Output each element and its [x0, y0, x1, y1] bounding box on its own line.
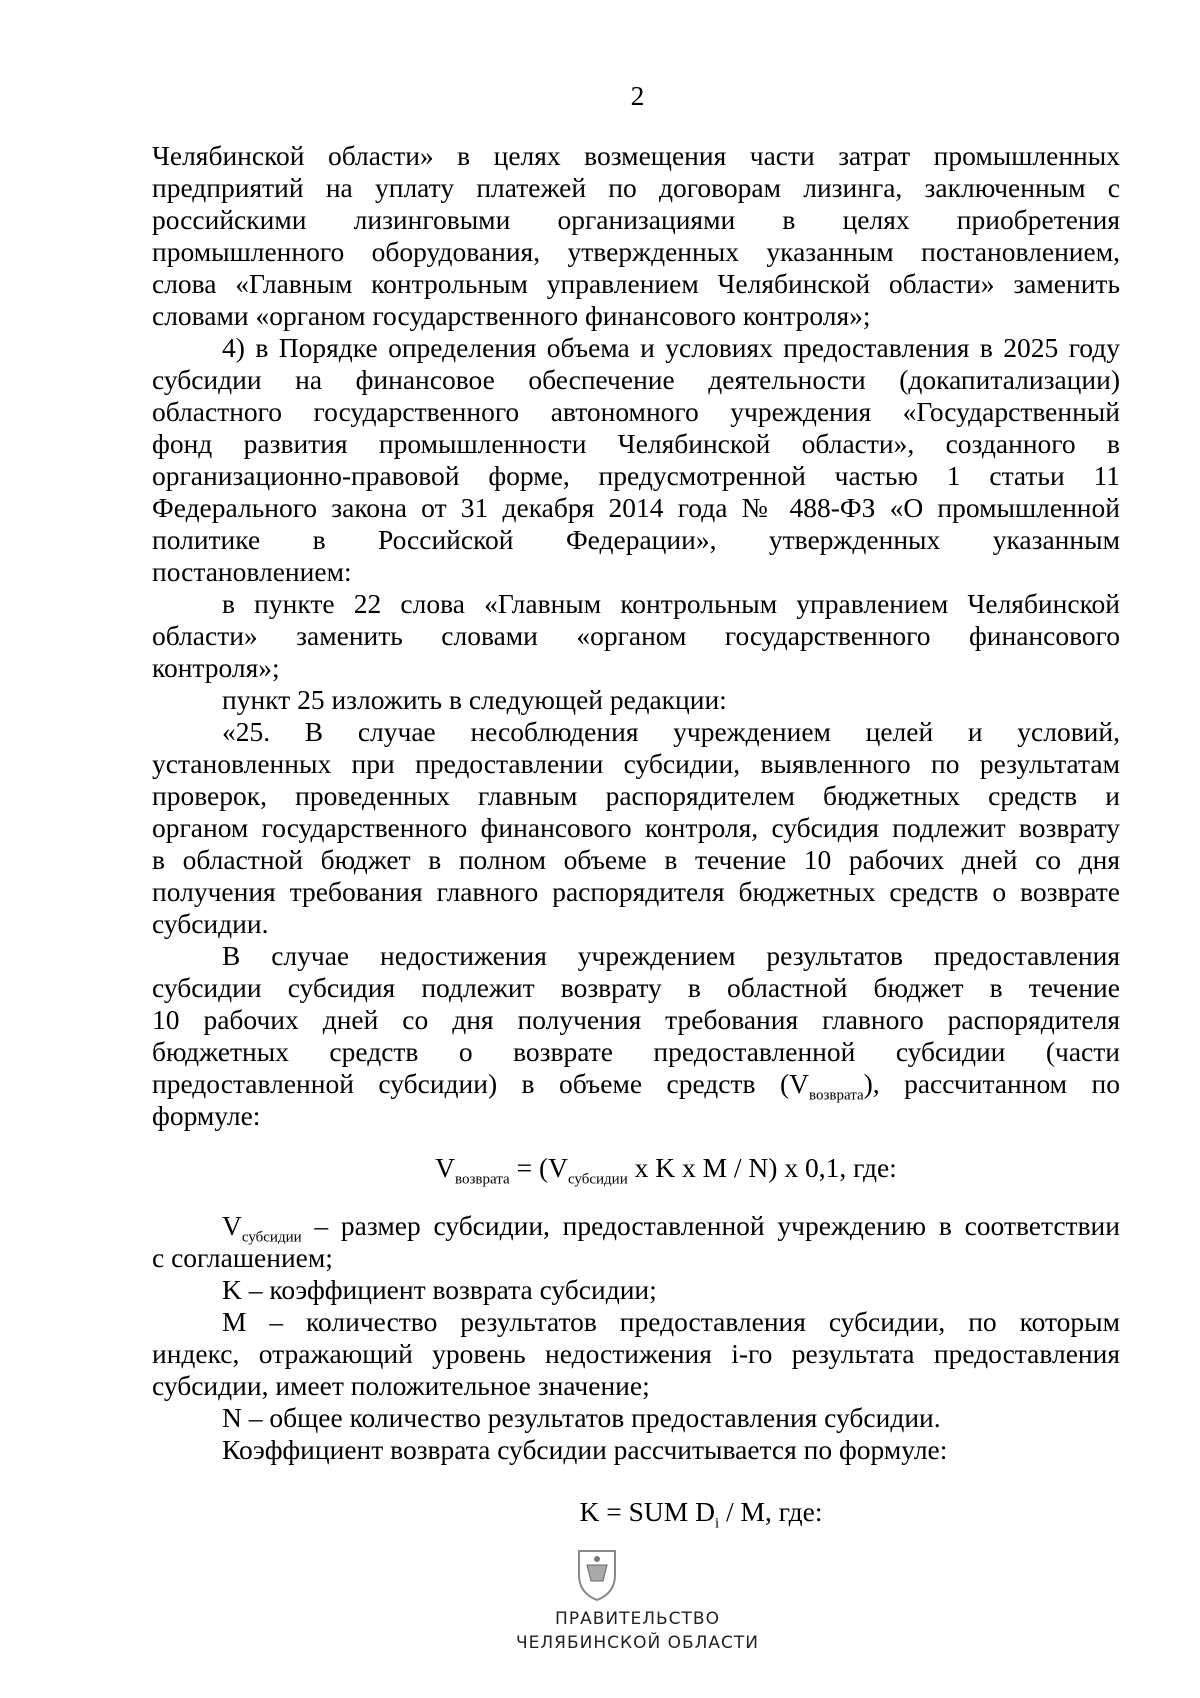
text-line: контроля»; — [152, 652, 280, 683]
text-line: «25. В случае несоблюдения учреждением целей и условий, — [222, 716, 1120, 747]
text-line: субсидии субсидия подлежит возврату в областной бюджет в течение — [152, 972, 1120, 1003]
text-line: слова «Главным контрольным управлением Челябинской области» заменить — [152, 268, 1120, 299]
text-line: установленных при предоставлении субсидии, выявленного по результатам — [152, 748, 1120, 779]
text-line: 4) в Порядке определения объема и условиях предоставления в 2025 году — [222, 332, 1120, 363]
text-line: индекс, отражающий уровень недостижения i-го результата предоставления — [152, 1338, 1120, 1369]
text-line: проверок, проведенных главным распорядителем бюджетных средств и — [152, 780, 1120, 811]
definition-m: M – количество результатов предоставления субсидии, по которым — [222, 1306, 1120, 1337]
formula-return-amount: $V_{возврата} = (V_{субсидии}$ x K x M / N) x 0,1, где: — [435, 1152, 897, 1188]
text-line: субсидии, имеет положительное значение; — [152, 1370, 650, 1401]
text-line: в областной бюджет в полном объеме в течение 10 рабочих дней со дня — [152, 844, 1120, 875]
text-line: бюджетных средств о возврате предоставленной субсидии (части — [152, 1036, 1120, 1067]
text-line: субсидии на финансовое обеспечение деятельности (докапитализации) — [152, 364, 1120, 395]
text-line: В случае недостижения учреждением результатов предоставления — [222, 940, 1120, 971]
page-number: 2 — [630, 80, 645, 111]
text-line: получения требования главного распорядителя бюджетных средств о возврате — [152, 876, 1120, 907]
text-line: Федерального закона от 31 декабря 2014 года № 488-ФЗ «О промышленной — [152, 492, 1120, 523]
text-line: постановлением: — [152, 556, 352, 587]
text-line: с соглашением; — [152, 1242, 333, 1273]
text-line: промышленного оборудования, утвержденных указанным постановлением, — [152, 236, 1120, 267]
definition-v-subsidy: $V_{субсидии}$ – размер субсидии, предоставленной учреждению в соответствии — [222, 1210, 1120, 1246]
text-line: формуле: — [152, 1100, 261, 1131]
text-line: словами «органом государственного финансового контроля»; — [152, 300, 871, 331]
text-line: пункт 25 изложить в следующей редакции: — [222, 684, 727, 715]
document-body — [152, 140, 1120, 1530]
text-line: субсидии. — [152, 908, 269, 939]
text-line: предприятий на уплату платежей по договорам лизинга, заключенным с — [152, 172, 1120, 203]
text-line: организационно-правовой форме, предусмотренной частью 1 статьи 11 — [152, 460, 1120, 491]
text-line: областного государственного автономного учреждения «Государственный — [152, 396, 1120, 427]
coefficient-intro: Коэффициент возврата субсидии рассчитывается по формуле: — [222, 1434, 948, 1465]
stamp-line-2: ЧЕЛЯБИНСКОЙ ОБЛАСТИ — [515, 1633, 760, 1653]
text-line: Челябинской области» в целях возмещения части затрат промышленных — [152, 140, 1120, 171]
formula-coefficient: K = SUM $D_i$ / M, где: — [579, 1496, 823, 1532]
definition-k: K – коэффициент возврата субсидии; — [222, 1274, 657, 1305]
paragraph-lines — [152, 140, 1120, 1068]
text-line: в пункте 22 слова «Главным контрольным управлением Челябинской — [222, 588, 1120, 619]
definition-n: N – общее количество результатов предоставления субсидии. — [222, 1402, 941, 1433]
text-line: российскими лизинговыми организациями в целях приобретения — [152, 204, 1120, 235]
coat-of-arms-icon — [573, 1545, 621, 1603]
text-line: органом государственного финансового контроля, субсидия подлежит возврату — [152, 812, 1120, 843]
text-line: области» заменить словами «органом государственного финансового — [152, 620, 1120, 651]
text-line: фонд развития промышленности Челябинской области», созданного в — [152, 428, 1120, 459]
stamp-line-1: ПРАВИТЕЛЬСТВО — [555, 1609, 720, 1629]
text-line-vvozvrata: предоставленной субсидии) в объеме средств $(V_{возврата})$, рассчитанном по — [152, 1068, 1120, 1104]
text-line: политике в Российской Федерации», утвержденных указанным — [152, 524, 1120, 555]
text-line: 10 рабочих дней со дня получения требования главного распорядителя — [152, 1004, 1120, 1035]
